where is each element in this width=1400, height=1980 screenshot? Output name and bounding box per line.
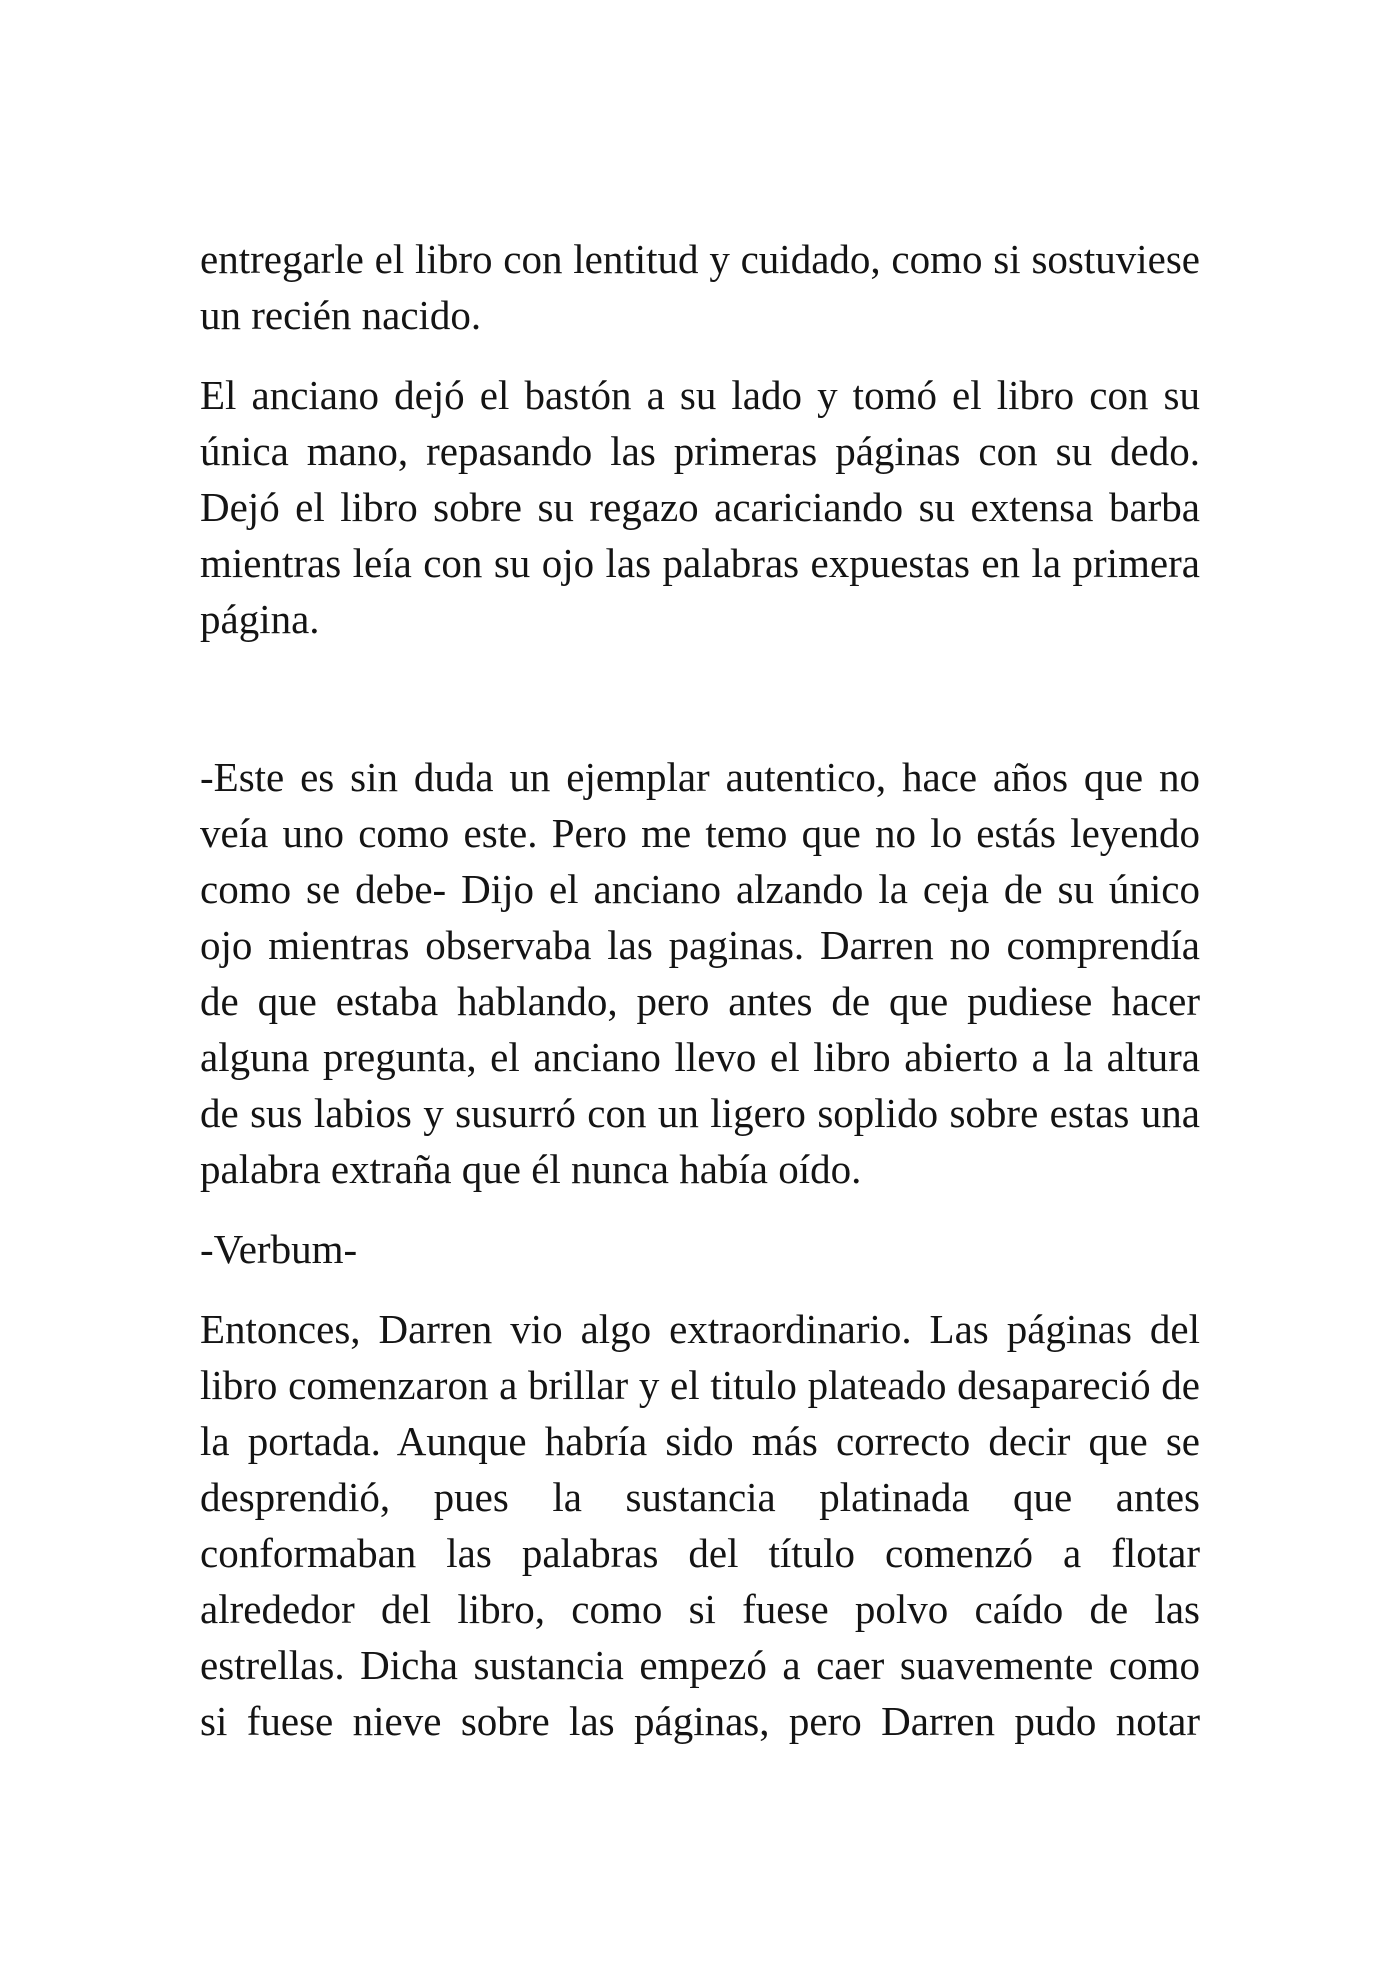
paragraph: -Este es sin duda un ejemplar autentico, hace años que no veía uno como este. Pero me temo que no lo estás leyendo como se debe- Dijo el anciano alzando la ceja de su único ojo mientras observaba las paginas. Darren no comprendía de que estaba hablando, pero antes de que pudiese hacer alguna pregunta, el anciano llevo el libro abierto a la altura de sus labios y susurró con un ligero soplido sobre estas una palabra extraña que él nunca había oído. bbox=[200, 754, 1200, 1192]
text-block-bottom bbox=[200, 749, 1200, 1773]
paragraph: -Verbum- bbox=[200, 1226, 358, 1272]
paragraph: El anciano dejó el bastón a su lado y tomó el libro con su única mano, repasando las primeras páginas con su dedo. Dejó el libro sobre su regazo acariciando su extensa barba mientras leía con su ojo las palabras expuestas en la primera página. bbox=[200, 372, 1200, 642]
paragraph-last: Entonces, Darren vio algo extraordinario. Las páginas del libro comenzaron a brillar y el titulo plateado desapareció de la portada. Aunque habría sido más correcto decir que se desprendió, pues la sustancia platinada que antes conformaban las palabras del título comenzó a flotar alrededor del libro, como si fuese polvo caído de las estrellas. Dicha sustancia empezó a caer suavemente como si fuese nieve sobre las páginas, pero Darren pudo notar bbox=[200, 1306, 1200, 1744]
paragraph: entregarle el libro con lentitud y cuidado, como si sostuviese un recién nacido. bbox=[200, 236, 1200, 338]
text-block-top bbox=[200, 231, 1200, 671]
